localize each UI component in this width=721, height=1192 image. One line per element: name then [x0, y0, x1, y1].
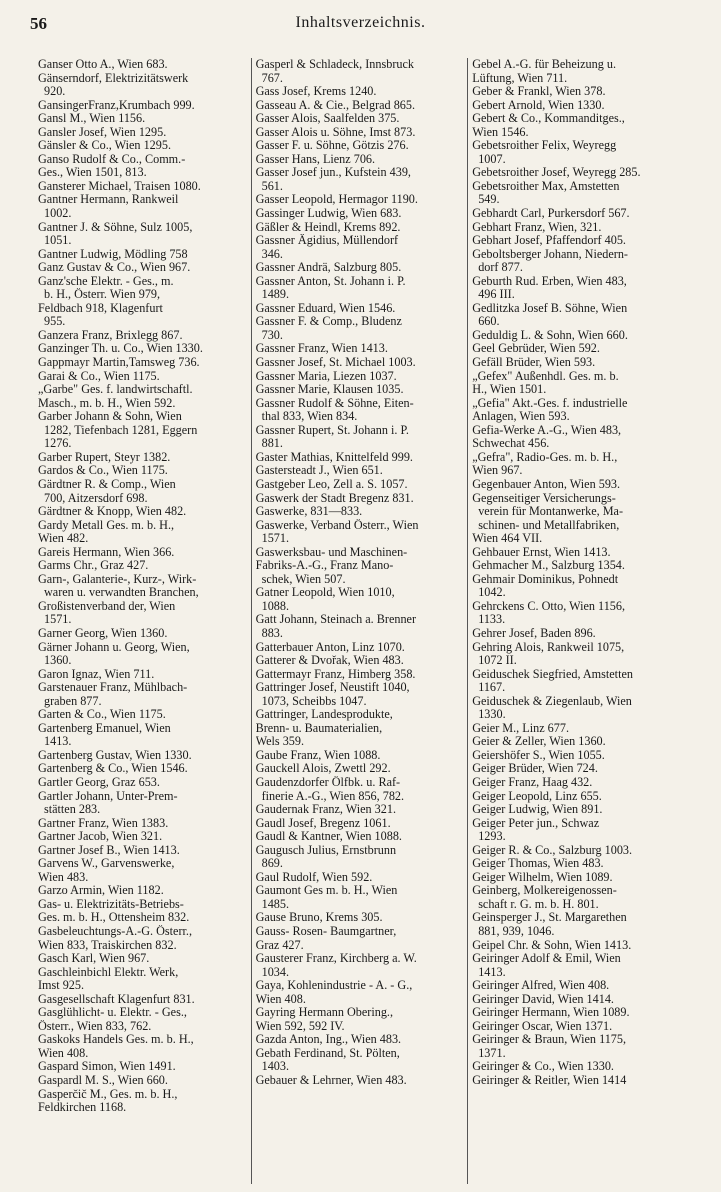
index-line: Gebetsroither Max, Amstetten: [472, 179, 620, 193]
index-line: 1002.: [44, 207, 72, 221]
index-line: Geiringer & Reitler, Wien 1414: [472, 1074, 627, 1088]
index-line: Geiger Leopold, Linz 655.: [472, 789, 602, 803]
index-line: Gefia-Werke A.-G., Wien 483,: [472, 423, 622, 437]
index-line: Garzo Armin, Wien 1182.: [38, 884, 164, 898]
index-line: 549.: [478, 193, 500, 207]
index-line: Garai & Co., Wien 1175.: [38, 369, 160, 383]
index-line: 1413.: [478, 965, 506, 979]
index-line: Gaschleinbichl Elektr. Werk,: [38, 965, 179, 979]
index-line: „Gefex" Außenhdl. Ges. m. b.: [472, 369, 619, 383]
index-line: 730.: [261, 328, 283, 342]
index-line: 881, 939, 1046.: [478, 925, 555, 938]
index-line: Gaya, Kohlenindustrie - A. - G.,: [255, 979, 413, 993]
index-line: Ganser Otto A., Wien 683.: [38, 58, 168, 71]
index-line: Gaube Franz, Wien 1088.: [255, 748, 381, 762]
index-line: Garner Georg, Wien 1360.: [38, 626, 168, 640]
index-line: H., Wien 1501.: [472, 383, 547, 397]
index-line: Gasglühlicht- u. Elektr. - Ges.,: [38, 1006, 187, 1020]
index-line: Gattringer, Landesprodukte,: [255, 708, 393, 722]
index-line: „Gefia" Akt.-Ges. f. industrielle: [472, 396, 628, 410]
index-line: Gehmair Dominikus, Pohnedt: [472, 572, 619, 586]
index-line: Gaumont Ges m. b. H., Wien: [255, 884, 398, 898]
index-line: Gebert & Co., Kommanditges.,: [472, 112, 625, 126]
index-line: Wien 592, 592 IV.: [255, 1019, 345, 1033]
index-line: Wien 1546.: [472, 125, 529, 139]
index-line: Brenn- u. Baumaterialien,: [255, 721, 383, 735]
index-line: Gaswerke, 831—833.: [255, 505, 363, 519]
index-line: Gartner Franz, Wien 1383.: [38, 816, 169, 830]
index-line: „Garbe" Ges. f. landwirtschaftl.: [38, 383, 193, 397]
index-line: Gänsler & Co., Wien 1295.: [38, 139, 171, 153]
index-line: Gassner F. & Comp., Bludenz: [255, 315, 402, 329]
index-line: Gärdtner & Knopp, Wien 482.: [38, 505, 187, 519]
index-line: Wien 464 VII.: [472, 532, 543, 546]
index-line: Gartner Josef B., Wien 1413.: [38, 843, 180, 857]
index-line: Gehbauer Ernst, Wien 1413.: [472, 545, 611, 559]
index-line: Gausterer Franz, Kirchberg a. W.: [255, 952, 417, 966]
index-line: Ges. m. b. H., Ottensheim 832.: [38, 911, 190, 925]
index-line: 1034.: [261, 965, 290, 979]
index-line: Gasser F. u. Söhne, Götzis 276.: [255, 139, 409, 153]
index-line: Geiger Franz, Haag 432.: [472, 775, 593, 789]
index-line: stätten 283.: [44, 803, 101, 817]
index-line: Gaudernak Franz, Wien 321.: [255, 803, 397, 817]
index-line: Gatt Johann, Steinach a. Brenner: [255, 613, 417, 627]
index-line: Feldkirchen 1168.: [38, 1101, 127, 1115]
index-line: Geber & Frankl, Wien 378.: [472, 85, 606, 99]
index-line: 496 III.: [478, 288, 515, 302]
index-line: 881.: [261, 437, 283, 451]
index-line: Gebauer & Lehrner, Wien 483.: [255, 1074, 407, 1088]
index-line: schaft r. G. m. b. H. 801.: [478, 897, 599, 911]
index-line: Gaster Mathias, Knittelfeld 999.: [255, 450, 413, 464]
index-line: finerie A.-G., Wien 856, 782.: [261, 789, 405, 803]
index-line: Fabriks-A.-G., Franz Mano-: [255, 559, 394, 573]
index-line: Gappmayr Martin,Tamsweg 736.: [38, 356, 200, 370]
index-line: Gardy Metall Ges. m. b. H.,: [38, 518, 175, 532]
index-line: Wien 967.: [472, 464, 523, 478]
index-line: Gaudenzdorfer Ölfbk. u. Raf-: [255, 775, 401, 789]
index-line: Geiringer & Braun, Wien 1175,: [472, 1033, 627, 1047]
index-line: dorf 877.: [478, 261, 523, 275]
index-line: 1489.: [261, 288, 290, 302]
index-line: Gasser Leopold, Hermagor 1190.: [255, 193, 418, 207]
index-line: Gebel A.-G. für Beheizung u.: [472, 58, 617, 71]
index-line: Imst 925.: [38, 979, 85, 993]
index-line: Geinsperger J., St. Margarethen: [472, 911, 627, 925]
index-line: Gartenberg Emanuel, Wien: [38, 721, 171, 735]
index-line: 1073, Scheibbs 1047.: [261, 694, 367, 708]
index-line: Gaskoks Handels Ges. m. b. H.,: [38, 1033, 194, 1047]
index-line: Garms Chr., Graz 427.: [38, 559, 149, 573]
index-line: Gasch Karl, Wien 967.: [38, 952, 150, 966]
index-line: verein für Montanwerke, Ma-: [478, 505, 624, 519]
index-line: Gebetsroither Josef, Weyregg 285.: [472, 166, 641, 180]
index-line: Geiger Thomas, Wien 483.: [472, 857, 604, 871]
index-line: Geiershöfer S., Wien 1055.: [472, 748, 605, 762]
index-column-2: [251, 58, 468, 1184]
index-line: Gassner Rupert, St. Johann i. P.: [255, 423, 409, 437]
index-line: Masch., m. b. H., Wien 592.: [38, 396, 176, 410]
index-line: Gantner Ludwig, Mödling 758: [38, 247, 188, 261]
index-line: Gartler Georg, Graz 653.: [38, 775, 160, 789]
index-column-1: [34, 58, 251, 1184]
index-line: Gebath Ferdinand, St. Pölten,: [255, 1046, 400, 1060]
index-line: Gebhart Josef, Pfaffendorf 405.: [472, 234, 626, 248]
index-columns: [34, 58, 684, 1184]
index-line: Feldbach 918, Klagenfurt: [38, 301, 163, 315]
index-line: 1403.: [261, 1060, 290, 1074]
index-line: Geipel Chr. & Sohn, Wien 1413.: [472, 938, 632, 952]
index-line: Gefäll Brüder, Wien 593.: [472, 356, 596, 370]
index-line: Garber Rupert, Steyr 1382.: [38, 450, 171, 464]
index-line: 883.: [261, 626, 283, 640]
index-line: Gäßler & Heindl, Krems 892.: [255, 220, 401, 234]
index-line: Geiduschek Siegfried, Amstetten: [472, 667, 633, 681]
index-line: Gassner Ägidius, Müllendorf: [255, 234, 399, 248]
index-line: schek, Wien 507.: [261, 572, 346, 586]
index-line: Gänserndorf, Elektrizitätswerk: [38, 71, 189, 85]
index-line: 1276.: [44, 437, 72, 451]
index-line: Geier & Zeller, Wien 1360.: [472, 735, 606, 749]
index-line: Wien 408.: [255, 992, 306, 1006]
index-line: Gassner Rudolf & Söhne, Eiten-: [255, 396, 414, 410]
index-line: schinen- und Metallfabriken,: [478, 518, 620, 532]
index-line: Gas- u. Elektrizitäts-Betriebs-: [38, 897, 184, 911]
index-line: Geduldig L. & Sohn, Wien 660.: [472, 328, 628, 342]
index-line: Garber Johann & Sohn, Wien: [38, 410, 182, 424]
index-line: waren u. verwandten Branchen,: [44, 586, 199, 600]
index-line: Garvens W., Garvenswerke,: [38, 857, 175, 871]
index-line: Gastersteadt J., Wien 651.: [255, 464, 383, 478]
index-line: Gasgesellschaft Klagenfurt 831.: [38, 992, 195, 1006]
index-line: Gardos & Co., Wien 1175.: [38, 464, 168, 478]
index-line: Garstenauer Franz, Mühlbach-: [38, 681, 188, 695]
index-line: Wien 483.: [38, 870, 89, 884]
index-line: 1371.: [478, 1046, 506, 1060]
index-line: graben 877.: [44, 694, 102, 708]
index-line: Ges., Wien 1501, 813.: [38, 166, 147, 180]
index-line: Garn-, Galanterie-, Kurz-, Wirk-: [38, 572, 197, 586]
index-line: Geiger Wilhelm, Wien 1089.: [472, 870, 613, 884]
index-line: „Gefra", Radio-Ges. m. b. H.,: [472, 450, 618, 464]
index-line: Gegenseitiger Versicherungs-: [472, 491, 616, 505]
index-line: thal 833, Wien 834.: [261, 410, 358, 424]
index-line: Gebhart Franz, Wien, 321.: [472, 220, 602, 234]
index-line: 1072 II.: [478, 654, 517, 668]
index-line: Gasser Hans, Lienz 706.: [255, 152, 376, 166]
index-line: Gaswerk der Stadt Bregenz 831.: [255, 491, 414, 505]
index-line: Gayring Hermann Obering.,: [255, 1006, 394, 1020]
index-line: 920.: [44, 85, 66, 99]
index-line: 1293.: [478, 830, 506, 844]
index-line: 1007.: [478, 152, 506, 166]
index-line: Geiger Peter jun., Schwaz: [472, 816, 600, 830]
index-line: Geiringer & Co., Wien 1330.: [472, 1060, 614, 1074]
index-line: 1330.: [478, 708, 506, 722]
index-line: Gattringer Josef, Neustift 1040,: [255, 681, 410, 695]
index-line: Garten & Co., Wien 1175.: [38, 708, 166, 722]
index-line: Garon Ignaz, Wien 711.: [38, 667, 155, 681]
index-line: 1571.: [44, 613, 72, 627]
index-line: Gauss- Rosen- Baumgartner,: [255, 925, 397, 938]
index-line: Geiringer Hermann, Wien 1089.: [472, 1006, 630, 1020]
index-line: b. H., Österr. Wien 979,: [44, 288, 161, 302]
index-line: Gassinger Ludwig, Wien 683.: [255, 207, 402, 221]
index-line: Gassner Josef, St. Michael 1003.: [255, 356, 416, 370]
index-line: Wels 359.: [255, 735, 305, 749]
index-line: Geinberg, Molkereigenossen-: [472, 884, 617, 898]
index-line: Gebert Arnold, Wien 1330.: [472, 98, 605, 112]
index-line: Gassner Eduard, Wien 1546.: [255, 301, 396, 315]
index-line: Gasperl & Schladeck, Innsbruck: [255, 58, 414, 71]
index-line: 1042.: [478, 586, 506, 600]
index-line: Gareis Hermann, Wien 366.: [38, 545, 175, 559]
index-line: Gassner Anton, St. Johann i. P.: [255, 274, 406, 288]
page-header: [0, 0, 721, 44]
index-line: Gass Josef, Krems 1240.: [255, 85, 377, 99]
index-line: Gaspardl M. S., Wien 660.: [38, 1074, 168, 1088]
index-line: 561.: [261, 179, 283, 193]
index-line: Gassner Franz, Wien 1413.: [255, 342, 388, 356]
index-line: Gehrer Josef, Baden 896.: [472, 626, 596, 640]
index-line: Ganz'sche Elektr. - Ges., m.: [38, 274, 174, 288]
page-title: Inhaltsverzeichnis.: [295, 14, 426, 31]
index-line: 1413.: [44, 735, 72, 749]
index-line: Gartner Jacob, Wien 321.: [38, 830, 163, 844]
index-line: 1282, Tiefenbach 1281, Eggern: [44, 423, 198, 437]
index-line: Geiger Ludwig, Wien 891.: [472, 803, 603, 817]
index-line: Gantner Hermann, Rankweil: [38, 193, 179, 207]
index-line: Anlagen, Wien 593.: [472, 410, 570, 424]
index-line: Geel Gebrüder, Wien 592.: [472, 342, 600, 356]
index-line: Geboltsberger Johann, Niedern-: [472, 247, 628, 261]
index-line: 955.: [44, 315, 66, 329]
index-line: Gauckell Alois, Zwettl 292.: [255, 762, 391, 776]
index-line: Geiger Brüder, Wien 724.: [472, 762, 598, 776]
index-line: Geiger R. & Co., Salzburg 1003.: [472, 843, 633, 857]
index-line: Gansterer Michael, Traisen 1080.: [38, 179, 201, 193]
index-line: Geiringer Adolf & Emil, Wien: [472, 952, 621, 966]
index-line: Gasperčič M., Ges. m. b. H.,: [38, 1087, 178, 1101]
index-line: Gansler Josef, Wien 1295.: [38, 125, 167, 139]
index-line: Geiringer David, Wien 1414.: [472, 992, 614, 1006]
index-line: Ganz Gustav & Co., Wien 967.: [38, 261, 191, 275]
index-line: Gazda Anton, Ing., Wien 483.: [255, 1033, 402, 1047]
index-line: Gaugusch Julius, Ernstbrunn: [255, 843, 397, 857]
index-line: Gaudl & Kantner, Wien 1088.: [255, 830, 402, 844]
index-line: Gassner Andrä, Salzburg 805.: [255, 261, 402, 275]
index-line: Graz 427.: [255, 938, 304, 952]
index-line: Gansl M., Wien 1156.: [38, 112, 146, 126]
index-line: Großistenverband der, Wien: [38, 599, 176, 613]
index-line: Gaswerke, Verband Österr., Wien: [255, 518, 419, 532]
index-line: Wien 408.: [38, 1046, 89, 1060]
index-line: Gehrckens C. Otto, Wien 1156,: [472, 599, 626, 613]
index-line: Wien 482.: [38, 532, 89, 546]
index-line: Gasser Alois, Saalfelden 375.: [255, 112, 400, 126]
index-line: Gasser Josef jun., Kufstein 439,: [255, 166, 411, 180]
index-line: Gartenberg Gustav, Wien 1330.: [38, 748, 192, 762]
index-line: 346.: [261, 247, 283, 261]
index-line: 1485.: [261, 897, 290, 911]
index-line: Geiringer Alfred, Wien 408.: [472, 979, 610, 993]
index-line: Gebhardt Carl, Purkersdorf 567.: [472, 207, 630, 221]
index-line: 1571.: [261, 532, 290, 546]
index-line: Gaswerksbau- und Maschinen-: [255, 545, 408, 559]
index-column-3: [467, 58, 684, 1184]
index-line: Gattermayr Franz, Himberg 358.: [255, 667, 416, 681]
index-line: Ganzinger Th. u. Co., Wien 1330.: [38, 342, 203, 356]
index-line: Gassner Maria, Liezen 1037.: [255, 369, 397, 383]
index-line: Geburth Rud. Erben, Wien 483,: [472, 274, 627, 288]
index-line: Gause Bruno, Krems 305.: [255, 911, 383, 925]
index-line: Gatner Leopold, Wien 1010,: [255, 586, 395, 600]
index-line: Geiringer Oscar, Wien 1371.: [472, 1019, 613, 1033]
index-line: Gehmacher M., Salzburg 1354.: [472, 559, 625, 573]
index-line: Gärdtner R. & Comp., Wien: [38, 477, 176, 491]
index-line: Gärner Johann u. Georg, Wien,: [38, 640, 190, 654]
index-line: Gasseau A. & Cie., Belgrad 865.: [255, 98, 416, 112]
index-line: Gatterer & Dvořak, Wien 483.: [255, 654, 404, 668]
index-line: Österr., Wien 833, 762.: [38, 1019, 152, 1033]
index-line: Gaudl Josef, Bregenz 1061.: [255, 816, 391, 830]
index-line: 1051.: [44, 234, 72, 248]
index-line: Gehring Alois, Rankweil 1075,: [472, 640, 625, 654]
index-line: Gebetsroither Felix, Weyregg: [472, 139, 617, 153]
index-line: Ganzera Franz, Brixlegg 867.: [38, 328, 183, 342]
index-line: Gedlitzka Josef B. Söhne, Wien: [472, 301, 628, 315]
index-line: 1360.: [44, 654, 72, 668]
index-line: Gartenberg & Co., Wien 1546.: [38, 762, 188, 776]
index-line: 1133.: [478, 613, 506, 627]
index-line: Gegenbauer Anton, Wien 593.: [472, 477, 621, 491]
index-line: Ganso Rudolf & Co., Comm.-: [38, 152, 186, 166]
index-line: 1088.: [261, 599, 290, 613]
index-line: Gantner J. & Söhne, Sulz 1005,: [38, 220, 193, 234]
index-line: 660.: [478, 315, 500, 329]
index-line: Gasbeleuchtungs-A.-G. Österr.,: [38, 925, 192, 938]
index-line: Gassner Marie, Klausen 1035.: [255, 383, 404, 397]
index-line: 700, Aitzersdorf 698.: [44, 491, 148, 505]
index-line: Gaspard Simon, Wien 1491.: [38, 1060, 176, 1074]
index-line: 1167.: [478, 681, 506, 695]
index-line: Gartler Johann, Unter-Prem-: [38, 789, 178, 803]
index-line: Geiduschek & Ziegenlaub, Wien: [472, 694, 632, 708]
index-line: Gasser Alois u. Söhne, Imst 873.: [255, 125, 416, 139]
index-line: Gaul Rudolf, Wien 592.: [255, 870, 373, 884]
index-line: Wien 833, Traiskirchen 832.: [38, 938, 177, 952]
index-line: 767.: [261, 71, 283, 85]
index-line: 869.: [261, 857, 283, 871]
index-line: Gastgeber Leo, Zell a. S. 1057.: [255, 477, 408, 491]
index-line: GansingerFranz,Krumbach 999.: [38, 98, 195, 112]
index-line: Lüftung, Wien 711.: [472, 71, 568, 85]
index-line: Schwechat 456.: [472, 437, 550, 451]
index-line: Geier M., Linz 677.: [472, 721, 569, 735]
index-line: Gatterbauer Anton, Linz 1070.: [255, 640, 405, 654]
page-number: 56: [30, 14, 47, 33]
